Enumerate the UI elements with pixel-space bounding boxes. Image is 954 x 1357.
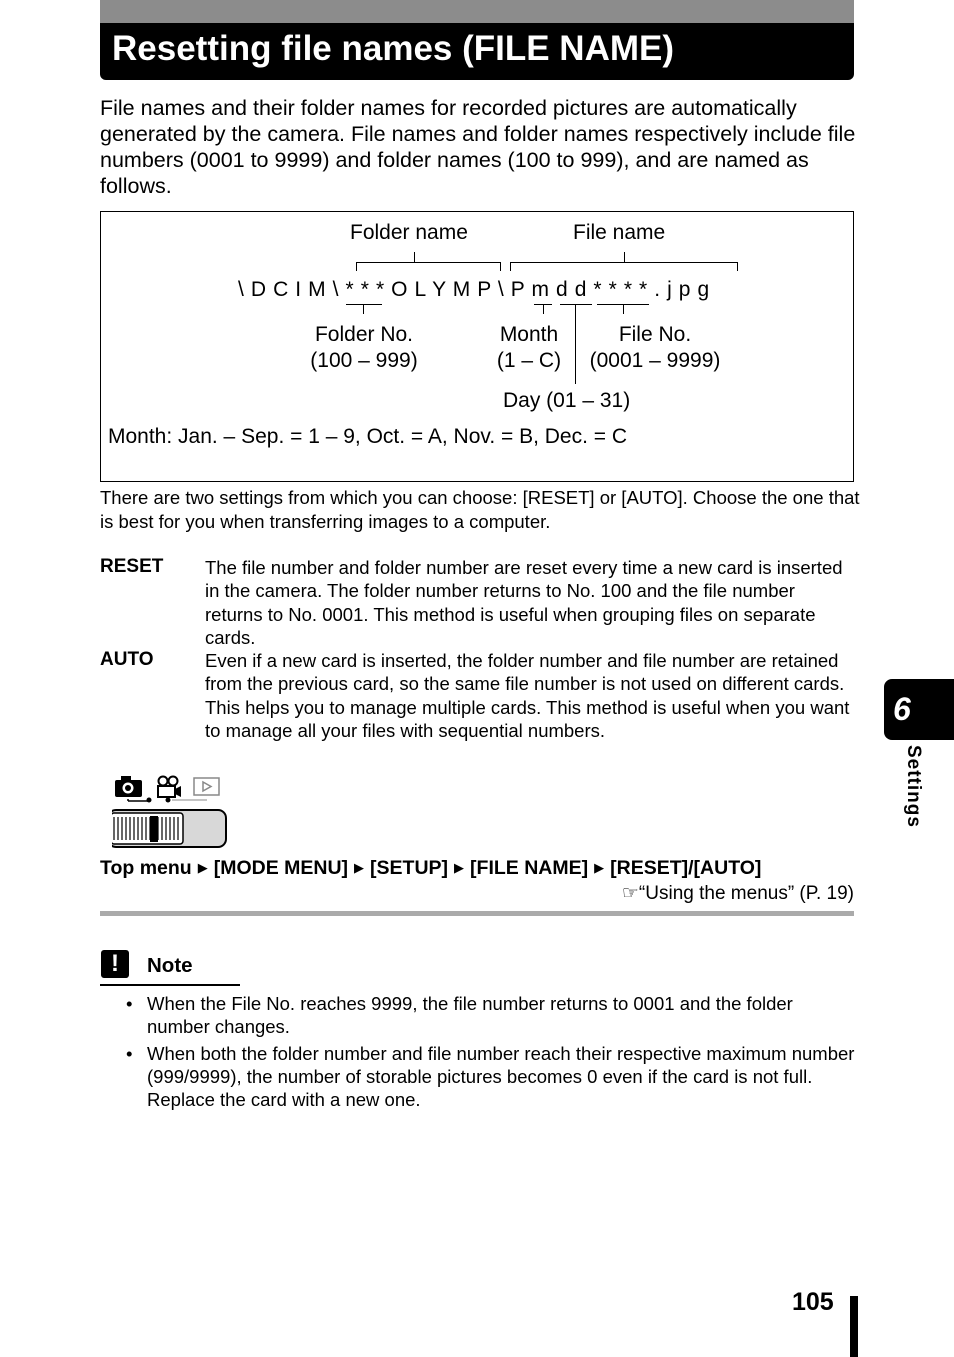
month-tick [543, 304, 544, 314]
file-path: \ D C I M \ * * * O L Y M P \ P m d d * * * * . j p g [238, 278, 710, 301]
file-bracket-left [510, 262, 511, 271]
movie-icon [158, 777, 181, 798]
chapter-tab [884, 679, 954, 740]
mode-icons [112, 772, 232, 852]
intro-paragraph: File names and their folder names for recorded pictures are automatically generated by the camera. File names and folder names respectively include file numbers (0001 to 9999) and folder names (100 to 999), and are named as follows. [100, 96, 856, 198]
note-title: Note [147, 954, 193, 977]
exclamation-icon: ! [101, 950, 129, 978]
arrow-right-icon: ▶ [197, 860, 208, 875]
camera-icon [115, 776, 142, 797]
folder-bracket-bar [356, 262, 501, 263]
folder-bracket-right [500, 262, 501, 271]
folder-no-label [304, 322, 424, 374]
day-label: Day (01 – 31) [503, 389, 631, 412]
setting-description-reset: The file number and folder number are reset every time a new card is inserted in the camera. The folder number returns to No. 100 and the file number returns to No. 0001. This method is useful when grouping files on separate cards. [205, 557, 843, 648]
month-label [489, 322, 569, 374]
setting-description-auto: Even if a new card is inserted, the folder number and file number are retained from the previous card, so the same file number is not used on different cards. This helps you to manage multiple cards. This method is useful when you want to manage all your files with sequential numbers. [205, 650, 850, 741]
note-header [100, 950, 240, 986]
menu-path-item: [RESET]/[AUTO] [610, 857, 762, 879]
folder-no-range: (100 – 999) [310, 349, 418, 372]
playback-icon [194, 778, 219, 795]
arrow-right-icon: ▶ [354, 860, 365, 875]
page-number: 105 [792, 1288, 834, 1316]
menu-reference-text: “Using the menus” (P. 19) [638, 883, 854, 904]
folder-name-label: Folder name [350, 221, 468, 244]
month-code-note: Month: Jan. – Sep. = 1 – 9, Oct. = A, Nov. = B, Dec. = C [108, 425, 628, 448]
day-line [575, 304, 576, 384]
folder-no-title: Folder No. [314, 323, 414, 346]
settings-intro: There are two settings from which you can choose: [RESET] or [AUTO]. Choose the one that is best for you when transferring images to a computer. [100, 487, 860, 532]
menu-path-item: Top menu [100, 857, 192, 879]
menu-reference [622, 882, 854, 905]
section-divider [100, 911, 854, 916]
menu-path-item: [FILE NAME] [470, 857, 589, 879]
chapter-label: Settings [903, 745, 924, 828]
setting-term-reset: RESET [100, 556, 164, 577]
month-title: Month [499, 323, 559, 346]
title-bar [100, 23, 854, 80]
day-underline [560, 304, 592, 305]
page-edge-bar [850, 1296, 858, 1357]
file-name-label: File name [573, 221, 666, 244]
file-no-label [581, 322, 729, 374]
file-name-diagram [100, 211, 854, 482]
file-no-range: (0001 – 9999) [589, 349, 721, 372]
note-item: • When the File No. reaches 9999, the file number returns to 0001 and the folder number changes. [100, 992, 860, 1039]
note-list [100, 992, 860, 1114]
note-item: • When both the folder number and file number reach their respective maximum number (999/9999), the number of storable pictures becomes 0 even if the card is not full. Replace the card with a new one. [100, 1042, 860, 1112]
folder-no-underline [346, 304, 382, 305]
chapter-number: 6 [893, 691, 911, 727]
pointing-hand-icon: ☞ [621, 883, 639, 904]
arrow-right-icon: ▶ [594, 860, 605, 875]
folder-bracket-left [356, 262, 357, 271]
folder-no-tick [363, 304, 364, 314]
mode-dial-icon [112, 798, 226, 848]
page-title: Resetting file names (FILE NAME) [112, 29, 675, 68]
setting-term-auto: AUTO [100, 649, 154, 670]
month-range: (1 – C) [496, 349, 562, 372]
folder-bracket-stem [414, 252, 415, 262]
file-bracket-stem [624, 252, 625, 262]
menu-path [100, 857, 761, 880]
file-no-tick [623, 304, 624, 314]
file-bracket-right [737, 262, 738, 271]
menu-path-item: [SETUP] [370, 857, 449, 879]
menu-path-item: [MODE MENU] [213, 857, 349, 879]
arrow-right-icon: ▶ [454, 860, 465, 875]
file-no-title: File No. [618, 323, 692, 346]
file-bracket-bar [510, 262, 738, 263]
header-gray-band [100, 0, 854, 23]
